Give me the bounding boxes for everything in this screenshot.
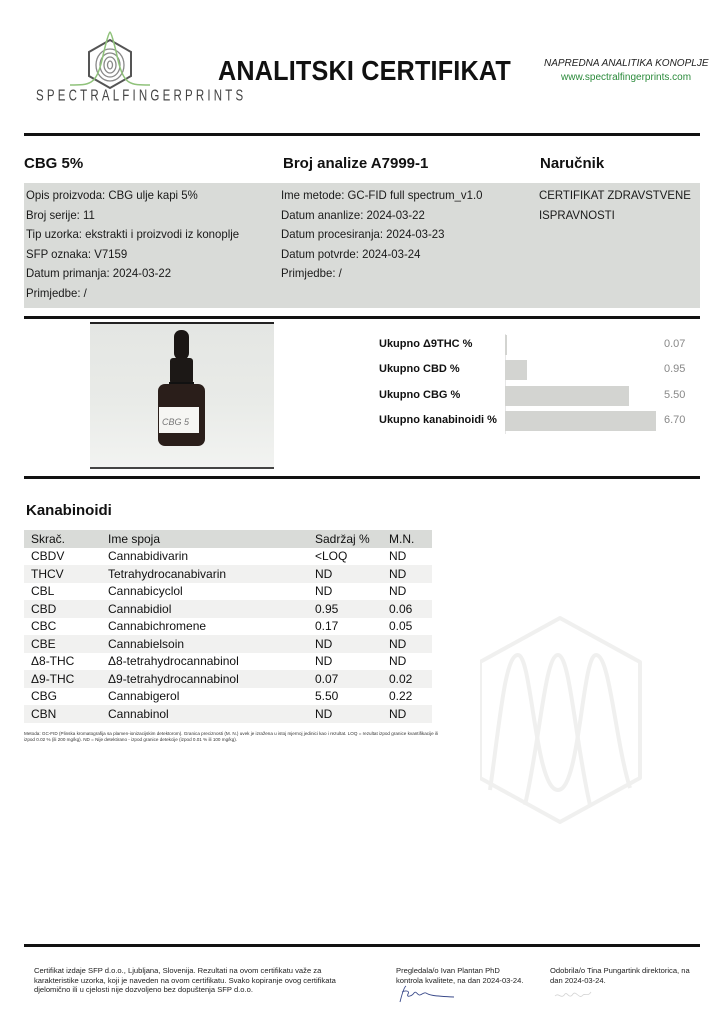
total-cbd-value: 0.95 [664, 363, 686, 375]
product-details [26, 186, 250, 303]
table-row [24, 618, 432, 636]
tagline: NAPREDNA ANALITIKA KONOPLJE [544, 58, 709, 69]
product-remarks: Primjedbe: / [26, 285, 87, 300]
col-abbreviation: Skrač. [31, 531, 66, 546]
divider [24, 316, 700, 319]
footer-approved-by: Odobrila/o Tina Pungartink direktorica, na dan 2024-03-24. [550, 966, 690, 985]
cell-name: Cannabicyclol [108, 584, 183, 599]
table-row [24, 688, 432, 706]
signature-approver-icon [553, 988, 593, 1002]
signature-reviewer-icon [396, 984, 456, 1004]
cell-content: 0.95 [315, 601, 339, 616]
col-compound-name: Ime spoja [108, 531, 161, 546]
cell-abbr: THCV [31, 566, 64, 581]
total-cannabinoids-bar [505, 411, 656, 431]
client-details [539, 186, 699, 225]
cell-content: ND [315, 636, 333, 651]
product-heading: CBG 5% [24, 155, 84, 172]
table-row [24, 600, 432, 618]
cell-content: <LOQ [315, 549, 348, 564]
client-line-1: CERTIFIKAT ZDRAVSTVENE [539, 188, 691, 202]
cell-precision: ND [389, 706, 407, 721]
cell-abbr: CBL [31, 584, 55, 599]
cell-name: Cannabinol [108, 706, 169, 721]
cell-abbr: Δ9-THC [31, 671, 75, 686]
analysis-heading: Broj analize A7999-1 [283, 155, 429, 172]
cell-content: ND [315, 654, 333, 669]
cell-precision: 0.22 [389, 689, 413, 704]
col-precision: M.N. [389, 531, 415, 546]
cell-content: 5.50 [315, 689, 339, 704]
cell-content: ND [315, 706, 333, 721]
table-header-row [24, 530, 432, 548]
svg-text:CBG 5: CBG 5 [162, 417, 190, 427]
total-cbg-value: 5.50 [664, 389, 686, 401]
document-title: ANALITSKI CERTIFIKAT [218, 55, 511, 86]
total-cannabinoids-label: Ukupno kanabinoidi % [379, 414, 497, 426]
batch-number: Broj serije: 11 [26, 207, 95, 222]
table-row [24, 653, 432, 671]
total-cbd-label: Ukupno CBD % [379, 363, 460, 375]
website-link[interactable]: www.spectralfingerprints.com [561, 72, 692, 83]
col-content: Sadržaj % [315, 531, 370, 546]
client-heading: Naručnik [540, 155, 605, 172]
cell-precision: 0.06 [389, 601, 413, 616]
cell-name: Cannabichromene [108, 619, 207, 634]
method-note: Metoda: GC-FID (Plinska kromatografija sa plamen-ionizacijskim detektorom). Granica preciznosti (M. N.) uvek je izražena u istoj mjernoj jedinici kao i rezultat. LOQ = rezultat izpod granice kvantifikacije ili izpod 0.02 % (ili 200 mg/kg). ND = Nije detektirano - izpod granice detekcije (izpod 0.01 % ili 100 mg/kg). [24, 731, 438, 742]
dropper-bottle-icon [90, 324, 274, 467]
total-thc-bar [505, 335, 507, 355]
cell-name: Cannabigerol [108, 689, 180, 704]
divider [24, 476, 700, 479]
footer-reviewed-by: Pregledala/o Ivan Plantan PhD kontrola kvalitete, na dan 2024-03-24. [396, 966, 524, 985]
cell-abbr: CBD [31, 601, 57, 616]
cell-precision: 0.02 [389, 671, 413, 686]
watermark-logo-icon [480, 600, 680, 850]
cell-precision: ND [389, 584, 407, 599]
cell-name: Cannabielsoin [108, 636, 185, 651]
product-description: Opis proizvoda: CBG ulje kapi 5% [26, 188, 198, 202]
cannabinoids-title: Kanabinoidi [26, 502, 112, 519]
date-received: Datum primanja: 2024-03-22 [26, 266, 172, 280]
total-thc-label: Ukupno Δ9THC % [379, 338, 473, 350]
method-name: Ime metode: GC-FID full spectrum_v1.0 [281, 188, 483, 202]
divider [24, 944, 700, 947]
cell-precision: 0.05 [389, 619, 413, 634]
cell-precision: ND [389, 654, 407, 669]
total-cbg-bar [505, 386, 629, 406]
cell-content: 0.07 [315, 671, 339, 686]
footer-disclaimer: Certifikat izdaje SFP d.o.o., Ljubljana, Slovenija. Rezultati na ovom certifikatu važe za karakteristike uzorka, koji je naveden na ovom certifikatu. Svako kopiranje ovog certifikata djelomično ili u cjelosti nije dozvoljeno bez dopuštenja SFP d.o.o. [34, 966, 336, 995]
cell-name: Cannabidiol [108, 601, 172, 616]
cell-content: ND [315, 584, 333, 599]
client-line-2: ISPRAVNOSTI [539, 207, 615, 222]
cell-name: Tetrahydrocanabivarin [108, 566, 227, 581]
table-row [24, 635, 432, 653]
cell-abbr: CBN [31, 706, 57, 721]
cell-abbr: CBC [31, 619, 57, 634]
cell-abbr: CBE [31, 636, 56, 651]
cell-content: ND [315, 566, 333, 581]
table-row [24, 670, 432, 688]
cell-abbr: CBDV [31, 549, 65, 564]
confirmation-date: Datum potvrde: 2024-03-24 [281, 246, 421, 261]
sample-type: Tip uzorka: ekstrakti i proizvodi iz konoplje [26, 227, 240, 241]
cell-precision: ND [389, 636, 407, 651]
sfp-code: SFP oznaka: V7159 [26, 246, 128, 261]
cell-precision: ND [389, 566, 407, 581]
cell-name: Δ8-tetrahydrocannabinol [108, 654, 239, 669]
cell-name: Cannabidivarin [108, 549, 189, 564]
processing-date: Datum procesiranja: 2024-03-23 [281, 227, 445, 241]
total-thc-value: 0.07 [664, 338, 686, 350]
logo-wordmark: SPECTRALFINGERPRINTS [36, 88, 247, 105]
divider [24, 133, 700, 136]
product-photo [90, 322, 274, 469]
total-cannabinoids-value: 6.70 [664, 414, 686, 426]
cannabinoids-table [24, 530, 432, 723]
cell-precision: ND [389, 549, 407, 564]
table-row [24, 565, 432, 583]
analysis-date: Datum ananlize: 2024-03-22 [281, 207, 425, 222]
table-row [24, 705, 432, 723]
analysis-remarks: Primjedbe: / [281, 266, 342, 280]
cell-content: 0.17 [315, 619, 339, 634]
analysis-details [281, 186, 493, 284]
cell-abbr: CBG [31, 689, 58, 704]
cell-abbr: Δ8-THC [31, 654, 75, 669]
cell-name: Δ9-tetrahydrocannabinol [108, 671, 239, 686]
table-row [24, 548, 432, 566]
total-cbg-label: Ukupno CBG % [379, 389, 461, 401]
table-row [24, 583, 432, 601]
total-cbd-bar [505, 360, 527, 380]
